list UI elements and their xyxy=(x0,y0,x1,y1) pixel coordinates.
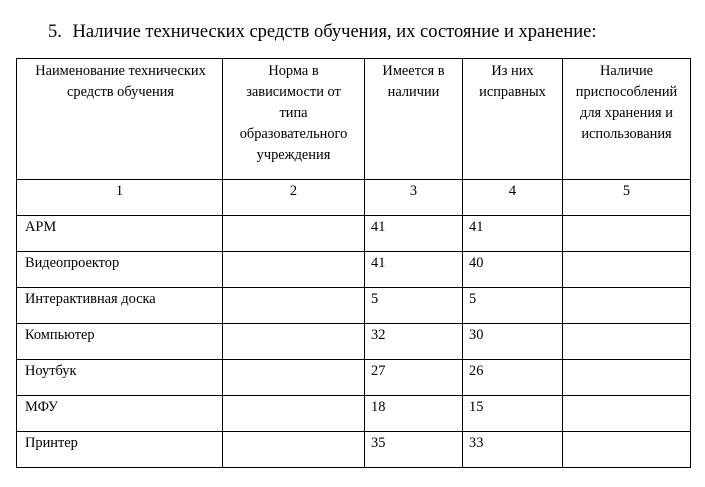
column-number-row xyxy=(17,180,691,216)
header-label-working: Из них исправных xyxy=(479,63,546,100)
cell-available: 27 xyxy=(365,360,463,396)
cell-name: МФУ xyxy=(17,396,223,432)
cell-norm xyxy=(223,432,365,468)
header-label-norm: Норма в зависимости от типа образовательного учреждения xyxy=(239,63,348,163)
table-row xyxy=(17,288,691,324)
table-header-row xyxy=(17,59,691,180)
cell-available: 41 xyxy=(365,252,463,288)
cell-storage xyxy=(563,288,691,324)
header-label-storage: Наличие приспособлений для хранения и использования xyxy=(575,63,678,142)
section-heading xyxy=(48,20,597,44)
cell-available: 18 xyxy=(365,396,463,432)
cell-available: 32 xyxy=(365,324,463,360)
table-body xyxy=(17,216,691,468)
cell-norm xyxy=(223,360,365,396)
header-cell-norm xyxy=(223,59,365,180)
cell-name: Компьютер xyxy=(17,324,223,360)
cell-name: Видеопроектор xyxy=(17,252,223,288)
table-row xyxy=(17,432,691,468)
cell-storage xyxy=(563,216,691,252)
table-row xyxy=(17,360,691,396)
cell-available: 5 xyxy=(365,288,463,324)
header-label-name: Наименование технических средств обучения xyxy=(35,63,206,100)
cell-norm xyxy=(223,288,365,324)
cell-name: АРМ xyxy=(17,216,223,252)
table-row xyxy=(17,324,691,360)
cell-working: 33 xyxy=(463,432,563,468)
header-cell-name xyxy=(17,59,223,180)
header-cell-storage xyxy=(563,59,691,180)
header-cell-available xyxy=(365,59,463,180)
cell-storage xyxy=(563,432,691,468)
equipment-table xyxy=(16,58,691,468)
cell-working: 40 xyxy=(463,252,563,288)
section-number: 5. xyxy=(48,22,62,42)
cell-norm xyxy=(223,324,365,360)
cell-working: 41 xyxy=(463,216,563,252)
column-number: 2 xyxy=(223,180,365,216)
table-row xyxy=(17,216,691,252)
column-number: 4 xyxy=(463,180,563,216)
cell-storage xyxy=(563,324,691,360)
cell-available: 35 xyxy=(365,432,463,468)
cell-name: Принтер xyxy=(17,432,223,468)
cell-norm xyxy=(223,396,365,432)
cell-working: 15 xyxy=(463,396,563,432)
cell-norm xyxy=(223,252,365,288)
table-row xyxy=(17,252,691,288)
cell-storage xyxy=(563,360,691,396)
column-number: 5 xyxy=(563,180,691,216)
section-title: Наличие технических средств обучения, их состояние и хранение: xyxy=(72,22,597,42)
cell-name: Интерактивная доска xyxy=(17,288,223,324)
column-number: 3 xyxy=(365,180,463,216)
cell-working: 26 xyxy=(463,360,563,396)
header-cell-working xyxy=(463,59,563,180)
cell-storage xyxy=(563,396,691,432)
cell-norm xyxy=(223,216,365,252)
cell-working: 5 xyxy=(463,288,563,324)
cell-working: 30 xyxy=(463,324,563,360)
table-row xyxy=(17,396,691,432)
column-number: 1 xyxy=(17,180,223,216)
header-label-available: Имеется в наличии xyxy=(382,63,445,100)
cell-storage xyxy=(563,252,691,288)
cell-name: Ноутбук xyxy=(17,360,223,396)
cell-available: 41 xyxy=(365,216,463,252)
